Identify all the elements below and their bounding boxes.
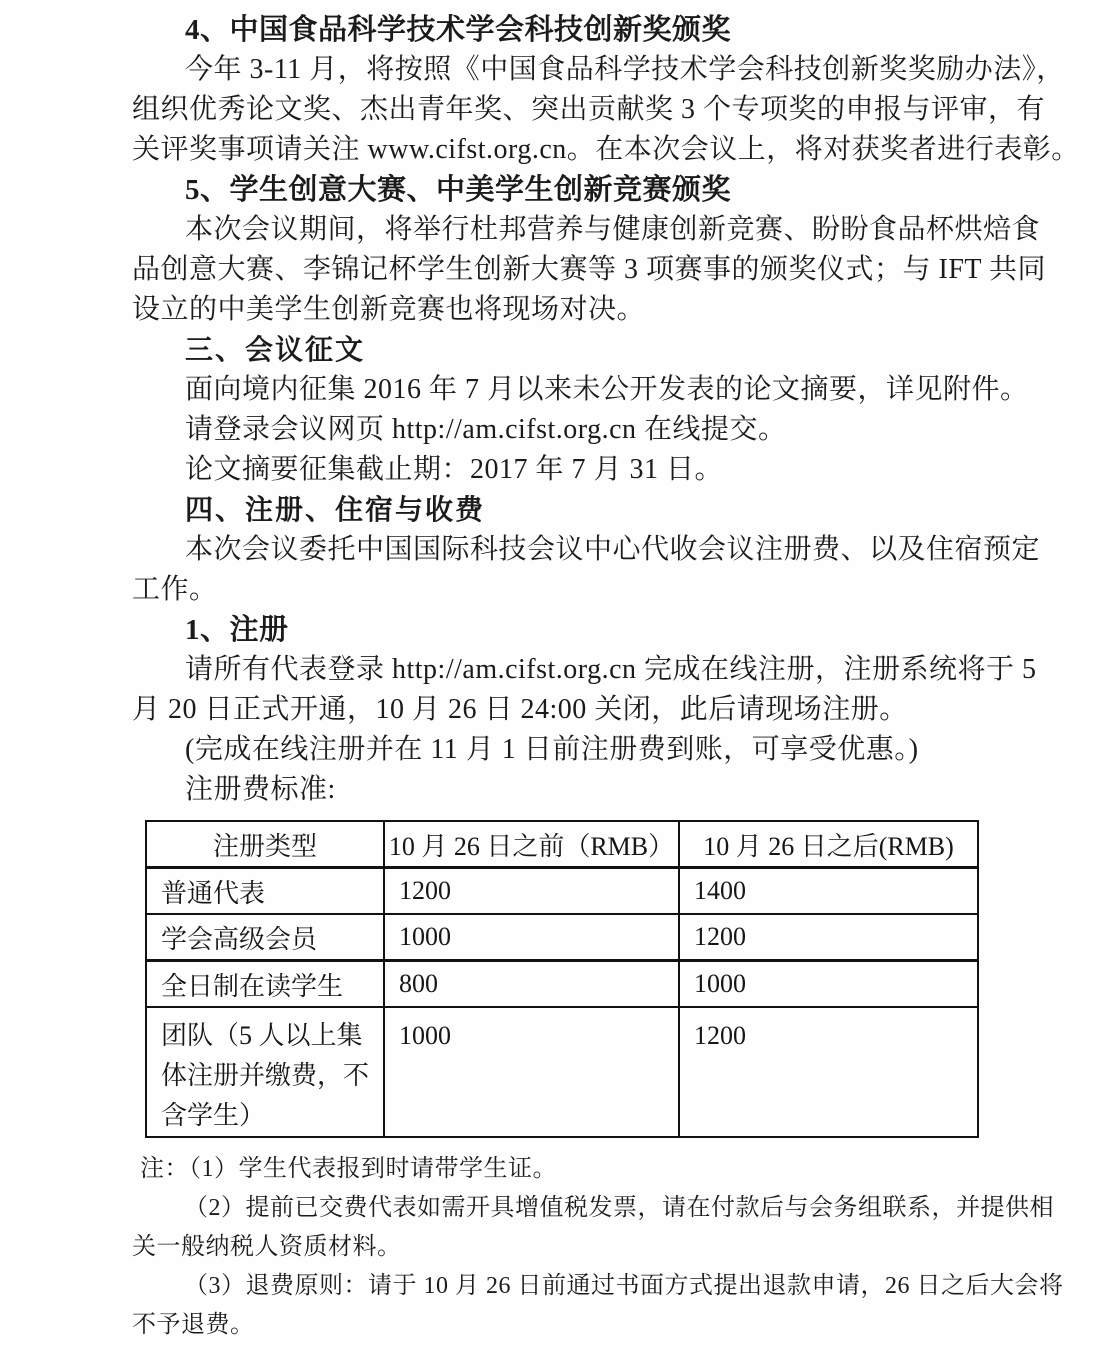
section-4-heading: 4、中国食品科学技术学会科技创新奖颁奖 [185,14,732,46]
fee-cell-after: 1000 [679,961,978,1008]
fee-cell-before: 800 [384,961,679,1008]
fee-row-student [146,961,978,1008]
fee-cell-type: 全日制在读学生 [146,961,384,1008]
section-5-line-1: 本次会议期间，将举行杜邦营养与健康创新竞赛、盼盼食品杯烘焙食 [185,214,1041,245]
section-4-line-2: 组织优秀论文奖、杰出青年奖、突出贡献奖 3 个专项奖的申报与评审，有 [132,94,1046,125]
call-scope-line: 面向境内征集 2016 年 7 月以来未公开发表的论文摘要，详见附件。 [185,374,1029,405]
note-3-line-1: （3）退费原则：请于 10 月 26 日前通过书面方式提出退款申请，26 日之后大会将 [184,1273,1064,1299]
section-5-line-3: 设立的中美学生创新竞赛也将现场对决。 [132,294,646,325]
register-subsection-heading: 1、注册 [185,614,289,646]
note-2-line-2: 关一般纳税人资质材料。 [132,1234,402,1260]
registration-fee-table [145,820,979,1138]
fee-header-type: 注册类型 [146,821,384,868]
notes-block [132,1150,1064,1345]
section-5-heading: 5、学生创意大赛、中美学生创新竞赛颁奖 [185,174,732,206]
call-submit-line: 请登录会议网页 http://am.cifst.org.cn 在线提交。 [185,414,787,445]
registration-intro-line-1: 本次会议委托中国国际科技会议中心代收会议注册费、以及住宿预定 [185,534,1041,565]
fee-row-group [146,1007,978,1137]
fee-table-header-row [146,821,978,868]
fee-cell-after: 1400 [679,868,978,915]
fee-cell-before: 1200 [384,868,679,915]
fee-standard-label: 注册费标准: [185,774,336,805]
fee-cell-before: 1000 [384,914,679,961]
fee-cell-after: 1200 [679,1007,978,1137]
section-4-line-3: 关评奖事项请关注 www.cifst.org.cn。在本次会议上，将对获奖者进行表彰。 [132,134,1080,165]
fee-cell-type: 普通代表 [146,868,384,915]
fee-row-senior-member [146,914,978,961]
fee-header-after: 10 月 26 日之后(RMB) [679,821,978,868]
section-4-line-1: 今年 3-11 月，将按照《中国食品科学技术学会科技创新奖奖励办法》， [185,54,1065,85]
register-line-2: 月 20 日正式开通，10 月 26 日 24:00 关闭，此后请现场注册。 [132,694,908,725]
note-2-line-1: （2）提前已交费代表如需开具增值税发票，请在付款后与会务组联系，并提供相 [184,1195,1054,1221]
note-1-line: 注：（1）学生代表报到时请带学生证。 [140,1156,557,1182]
fee-cell-before: 1000 [384,1007,679,1137]
registration-intro-line-2: 工作。 [132,574,218,605]
fee-cell-after: 1200 [679,914,978,961]
fee-cell-type: 学会高级会员 [146,914,384,961]
fee-row-general [146,868,978,915]
registration-section-heading: 四、注册、住宿与收费 [185,494,486,525]
call-for-papers-heading: 三、会议征文 [185,334,366,365]
section-5-line-2: 品创意大赛、李锦记杯学生创新大赛等 3 项赛事的颁奖仪式；与 IFT 共同 [132,254,1046,285]
register-line-1: 请所有代表登录 http://am.cifst.org.cn 完成在线注册，注册系统将于 5 [185,654,1037,685]
early-bird-note-line: (完成在线注册并在 11 月 1 日前注册费到账，可享受优惠。) [185,734,919,765]
fee-cell-type: 团队（5 人以上集体注册并缴费，不含学生） [146,1007,384,1137]
note-3-line-2: 不予退费。 [132,1312,255,1338]
fee-header-before: 10 月 26 日之前（RMB） [384,821,679,868]
call-deadline-line: 论文摘要征集截止期：2017 年 7 月 31 日。 [185,454,724,485]
